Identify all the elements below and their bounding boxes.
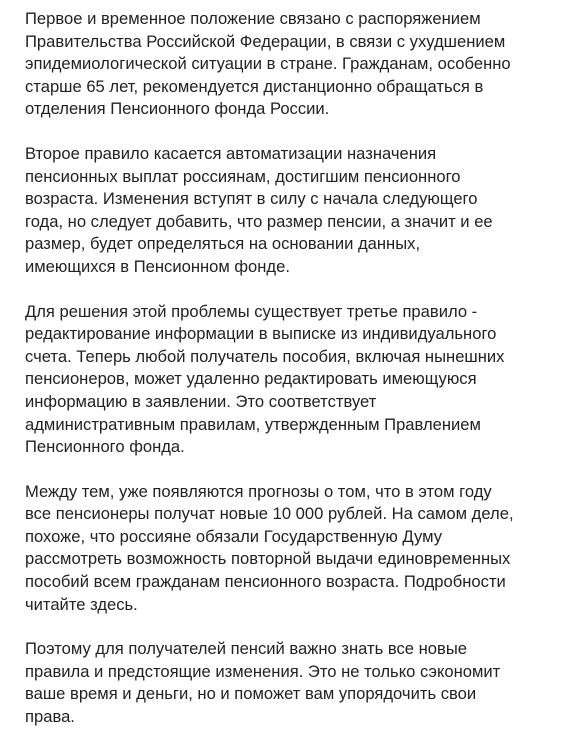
paragraph-3: Для решения этой проблемы существует третье правило - редактирование информации в выписке из индивидуального счета. Теперь любой получатель пособия, включая нынешних пенсионеров, может удаленно редактировать имеющуюся информацию в заявлении. Это соответствует административным правилам, утвержденным Правлением Пенсионного фонда. (25, 301, 505, 457)
paragraph-1: Первое и временное положение связано с распоряжением Правительства Российской Федерации, в связи с ухудшением эпидемиологической ситуации в стране. Гражданам, особенно старше 65 лет, рекомендуется дистанционно обращаться в отделения Пенсионного фонда России. (25, 9, 511, 119)
paragraph-4: Между тем, уже появляются прогнозы о том, что в этом году все пенсионеры получат новые 10 000 рублей. На самом деле, похоже, что россияне обязали Государственную Думу рассмотреть возможность повторной выдачи единовременных пособий всем гражданам пенсионного возраста. Подробности читайте здесь. (25, 481, 514, 614)
paragraph-5: Поэтому для получателей пенсий важно знать все новые правила и предстоящие изменения. Это не только сэкономит ваше время и деньги, но и поможет вам упорядочить свои права. (25, 639, 501, 727)
paragraph-2: Второе правило касается автоматизации назначения пенсионных выплат россиянам, достигшим пенсионного возраста. Изменения вступят в силу с начала следующего года, но следует добавить, что размер пенсии, а значит и ее размер, будет определяться на основании данных, имеющихся в Пенсионном фонде. (25, 143, 493, 276)
